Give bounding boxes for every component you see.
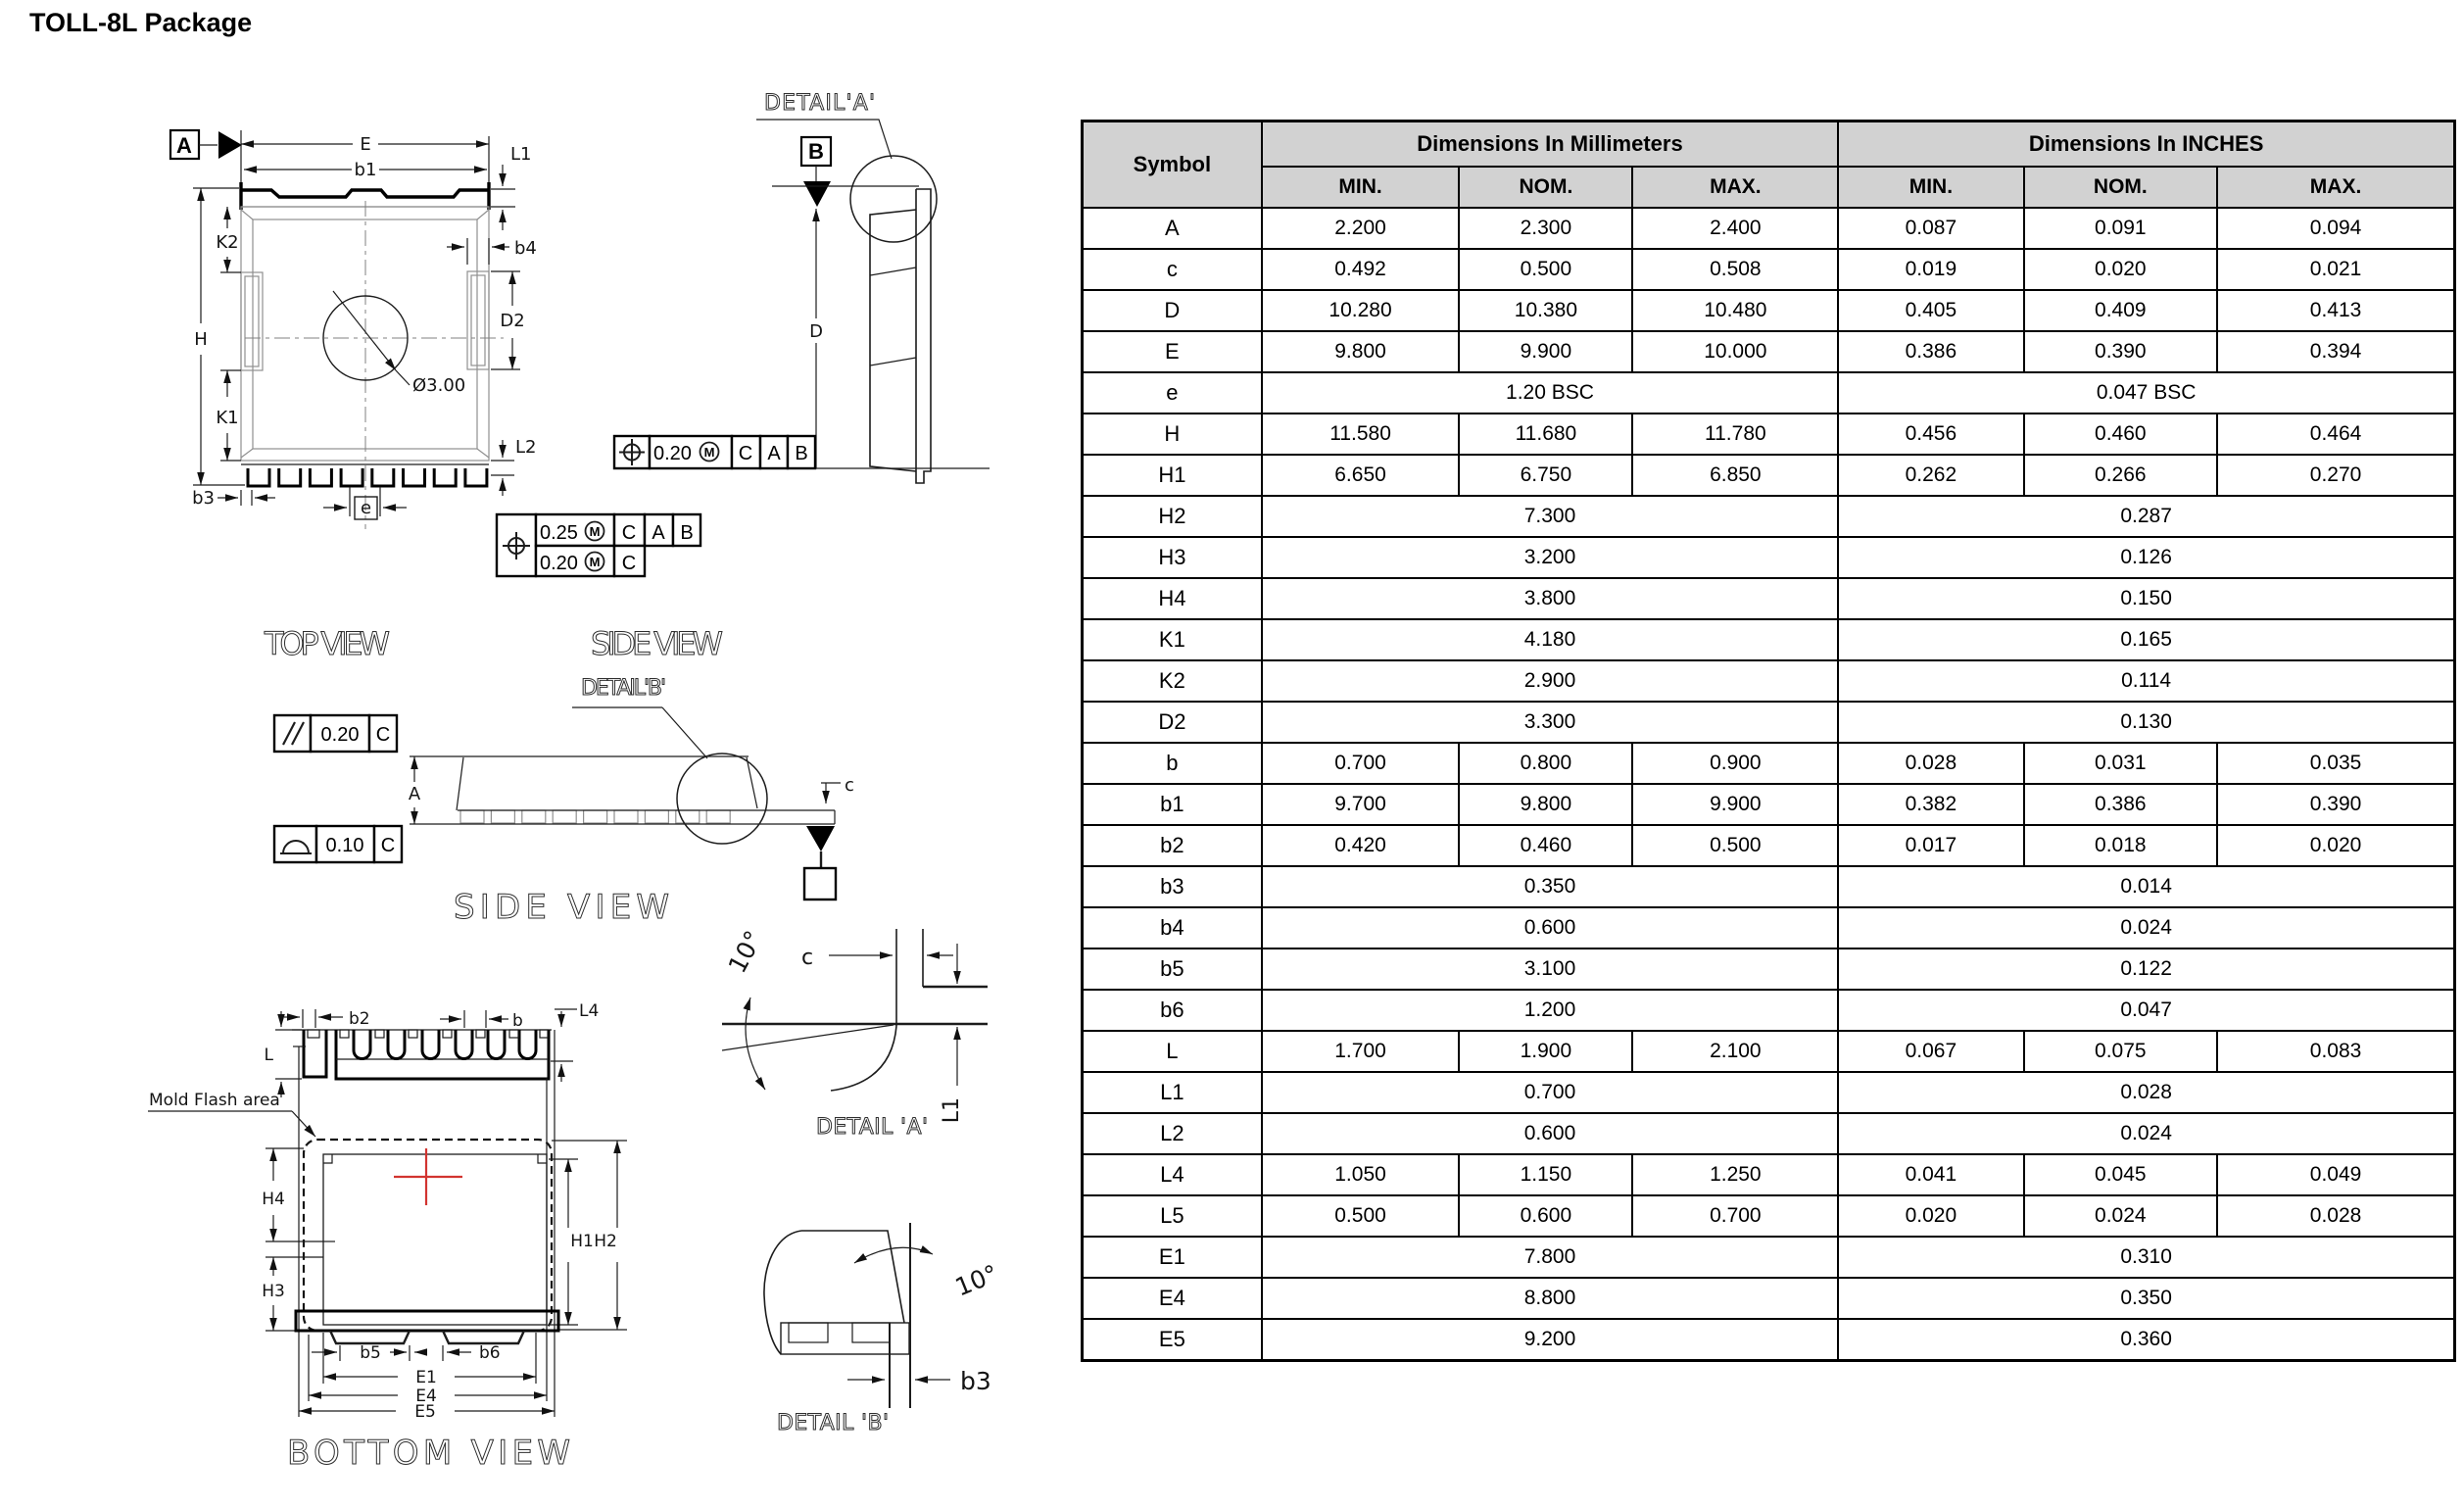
mm-value-cell: 0.460 [1459,825,1632,866]
mm-value-cell: 11.680 [1459,413,1632,455]
mm-value-cell: 3.800 [1262,578,1838,619]
inch-value-cell: 0.390 [2217,784,2454,825]
mm-value-cell: 7.300 [1262,496,1838,537]
mm-value-cell: 10.280 [1262,290,1460,331]
table-row [1083,1237,2455,1278]
table-row [1083,1031,2455,1072]
inch-value-cell: 0.114 [1838,660,2454,702]
symbol-cell: L4 [1083,1154,1262,1195]
datum-c-triangle-icon [806,826,835,851]
mm-value-cell: 1.050 [1262,1154,1460,1195]
mm-value-cell: 0.700 [1262,743,1460,784]
inch-value-cell: 0.456 [1838,413,2023,455]
symbol-cell: H4 [1083,578,1262,619]
table-row [1083,743,2455,784]
mm-value-cell: 0.500 [1459,249,1632,290]
detail-a-L1: L1 [940,1097,964,1124]
inch-value-cell: 0.350 [1838,1278,2454,1319]
center-mark [394,1148,462,1205]
detail-b-b3: b3 [960,1367,991,1395]
mm-value-cell: 0.700 [1632,1195,1838,1237]
gdt-top-row2-d1: C [621,553,637,574]
table-row [1083,1278,2455,1319]
dim-K1: K1 [216,408,239,428]
gdt-side-d3: B [795,443,808,464]
mm-value-cell: 0.420 [1262,825,1460,866]
detail-b-angle: 10° [950,1259,1002,1302]
detail-a-angle: 10° [722,926,769,978]
table-row [1083,907,2455,949]
inch-value-cell: 0.413 [2217,290,2454,331]
detail-a-title: DETAIL 'A' [816,1115,928,1140]
inch-value-cell: 0.014 [1838,866,2454,907]
detail-a-callout: DETAIL'A' [764,91,875,116]
inch-value-cell: 0.094 [2217,208,2454,249]
dimension-table-header [1083,122,2455,209]
dim-A: A [408,784,421,804]
mm-value-cell: 0.600 [1459,1195,1632,1237]
inch-value-cell: 0.047 [1838,990,2454,1031]
table-row [1083,949,2455,990]
dim-L2: L2 [515,437,537,458]
inch-value-cell: 0.464 [2217,413,2454,455]
page-title: TOLL-8L Package [29,8,253,37]
dim-b: b [512,1011,523,1031]
inch-value-cell: 0.091 [2024,208,2218,249]
inch-value-cell: 0.386 [1838,331,2023,372]
dim-e: e [360,498,372,518]
dim-L: L [264,1046,273,1065]
dim-E: E [360,134,371,155]
inch-value-cell: 0.382 [1838,784,2023,825]
inch-value-cell: 0.024 [1838,1113,2454,1154]
dim-H4: H4 [262,1190,285,1209]
dim-b6: b6 [479,1343,501,1363]
symbol-cell: E4 [1083,1278,1262,1319]
inch-value-cell: 0.041 [1838,1154,2023,1195]
inch-value-cell: 0.126 [1838,537,2454,578]
mmc-modifier-icon: M [703,445,715,460]
gdt-position-frame-side [614,436,815,468]
dim-H1: H1 [570,1232,594,1251]
inch-value-cell: 0.028 [2217,1195,2454,1237]
side-view-right [591,91,990,662]
detail-a-c: c [801,946,814,970]
symbol-cell: b [1083,743,1262,784]
mm-value-cell: 0.700 [1262,1072,1838,1113]
inch-value-cell: 0.122 [1838,949,2454,990]
bottom-view-title: BOTTOM VIEW [287,1434,570,1473]
mm-value-cell: 7.800 [1262,1237,1838,1278]
dim-H: H [194,329,208,350]
table-row [1083,1195,2455,1237]
detail-a-lead [722,929,988,1091]
gdt-side-d1: C [738,443,753,464]
mmc-modifier-icon: M [589,524,601,539]
table-row [1083,331,2455,372]
table-row [1083,1154,2455,1195]
header-in-min: MIN. [1838,167,2023,208]
symbol-cell: A [1083,208,1262,249]
table-row [1083,866,2455,907]
detail-b-title: DETAIL 'B' [777,1411,889,1435]
mm-value-cell: 6.650 [1262,455,1460,496]
inch-value-cell: 0.020 [2217,825,2454,866]
mm-value-cell: 0.500 [1262,1195,1460,1237]
table-row [1083,990,2455,1031]
inch-value-cell: 0.021 [2217,249,2454,290]
mm-value-cell: 1.150 [1459,1154,1632,1195]
table-row [1083,1072,2455,1113]
dim-b4: b4 [514,238,537,259]
symbol-cell: H3 [1083,537,1262,578]
mm-value-cell: 0.500 [1632,825,1838,866]
detail-b-callout-circle [677,754,767,844]
gdt-top-row1-d1: C [621,522,637,544]
table-row [1083,578,2455,619]
side-view-mid-title: SIDE VIEW [454,888,669,927]
symbol-cell: b1 [1083,784,1262,825]
dim-b2: b2 [349,1009,370,1029]
table-row [1083,413,2455,455]
table-row [1083,290,2455,331]
table-row [1083,784,2455,825]
symbol-cell: D [1083,290,1262,331]
mm-value-cell: 2.900 [1262,660,1838,702]
inch-value-cell: 0.028 [1838,1072,2454,1113]
datum-c-flag [804,826,836,900]
side-view-right-title: SIDE VIEW [591,625,723,662]
gdt-top-row1-d3: B [680,522,694,544]
top-view-leads [248,468,487,486]
gdt-top-row2-tol: 0.20 [540,553,578,574]
mm-value-cell: 1.20 BSC [1262,372,1838,413]
datum-a-triangle-icon [218,131,242,159]
mm-value-cell: 9.900 [1459,331,1632,372]
datum-b-triangle-icon [803,181,831,207]
header-symbol: Symbol [1083,122,1262,209]
inch-value-cell: 0.045 [2024,1154,2218,1195]
top-view [170,130,701,662]
inch-value-cell: 0.386 [2024,784,2218,825]
inch-value-cell: 0.130 [1838,702,2454,743]
top-view-title: TOP VIEW [265,625,390,662]
mm-value-cell: 11.580 [1262,413,1460,455]
mm-value-cell: 8.800 [1262,1278,1838,1319]
mm-value-cell: 1.250 [1632,1154,1838,1195]
table-row [1083,619,2455,660]
dim-K2: K2 [216,232,239,253]
table-row [1083,660,2455,702]
mm-value-cell: 3.300 [1262,702,1838,743]
mm-value-cell: 10.000 [1632,331,1838,372]
gdt-parallelism-frame [274,715,397,752]
symbol-cell: E5 [1083,1319,1262,1361]
symbol-cell: b5 [1083,949,1262,990]
package-drawing [0,0,1078,1508]
bottom-lead-frame [292,1030,552,1079]
symbol-cell: L1 [1083,1072,1262,1113]
gdt-profile-tol: 0.10 [325,835,364,856]
table-row [1083,702,2455,743]
gdt-top-row1-tol: 0.25 [540,522,578,544]
mm-value-cell: 9.700 [1262,784,1460,825]
inch-value-cell: 0.035 [2217,743,2454,784]
mold-flash-outline [304,1140,552,1331]
inch-value-cell: 0.047 BSC [1838,372,2454,413]
table-row [1083,537,2455,578]
gdt-profile-frame [274,826,402,862]
mm-value-cell: 2.300 [1459,208,1632,249]
dim-c: c [845,775,854,796]
datum-a-label: A [176,133,192,158]
bottom-body-outline [323,1154,547,1325]
side-body-outline [410,756,835,824]
mm-value-cell: 0.350 [1262,866,1838,907]
inch-value-cell: 0.017 [1838,825,2023,866]
mm-value-cell: 0.800 [1459,743,1632,784]
mm-value-cell: 0.600 [1262,907,1838,949]
gdt-side-d2: A [767,443,781,464]
mm-value-cell: 1.200 [1262,990,1838,1031]
dim-b5: b5 [360,1343,381,1363]
dim-H2: H2 [594,1232,617,1251]
inch-value-cell: 0.310 [1838,1237,2454,1278]
inch-value-cell: 0.165 [1838,619,2454,660]
detail-a-callout-circle [850,156,937,242]
mm-value-cell: 6.850 [1632,455,1838,496]
inch-value-cell: 0.287 [1838,496,2454,537]
mm-value-cell: 3.200 [1262,537,1838,578]
symbol-cell: K2 [1083,660,1262,702]
hole-diameter-label: Ø3.00 [412,375,466,396]
dim-L1: L1 [510,144,532,165]
inch-value-cell: 0.024 [1838,907,2454,949]
inch-value-cell: 0.270 [2217,455,2454,496]
gdt-parallel-tol: 0.20 [320,724,360,746]
mm-value-cell: 6.750 [1459,455,1632,496]
inch-value-cell: 0.075 [2024,1031,2218,1072]
symbol-cell: L2 [1083,1113,1262,1154]
inch-value-cell: 0.405 [1838,290,2023,331]
dim-b3: b3 [192,488,215,509]
datum-b-label: B [808,139,824,164]
header-mm-nom: NOM. [1459,167,1632,208]
inch-value-cell: 0.087 [1838,208,2023,249]
datum-a-flag [170,130,242,159]
symbol-cell: H2 [1083,496,1262,537]
inch-value-cell: 0.150 [1838,578,2454,619]
symbol-cell: b2 [1083,825,1262,866]
mm-value-cell: 9.200 [1262,1319,1838,1361]
table-row [1083,455,2455,496]
dim-D2: D2 [500,311,525,331]
header-in-max: MAX. [2217,167,2454,208]
mm-value-cell: 2.200 [1262,208,1460,249]
dim-E1: E1 [415,1368,437,1387]
table-row [1083,1319,2455,1361]
inch-value-cell: 0.083 [2217,1031,2454,1072]
symbol-cell: H1 [1083,455,1262,496]
dim-H3: H3 [262,1282,285,1301]
dimension-table-body [1083,208,2455,1361]
mm-value-cell: 3.100 [1262,949,1838,990]
inch-value-cell: 0.019 [1838,249,2023,290]
datum-b-flag [801,137,831,207]
header-mm-min: MIN. [1262,167,1460,208]
symbol-cell: H [1083,413,1262,455]
side-view-mid [274,676,854,927]
mm-value-cell: 4.180 [1262,619,1838,660]
mm-value-cell: 1.700 [1262,1031,1460,1072]
inch-value-cell: 0.266 [2024,455,2218,496]
inch-value-cell: 0.028 [1838,743,2023,784]
symbol-cell: E [1083,331,1262,372]
detail-b-callout: DETAIL'B' [581,676,666,701]
mm-value-cell: 0.600 [1262,1113,1838,1154]
bottom-view [148,1001,627,1473]
mmc-modifier-icon: M [589,555,601,569]
symbol-cell: D2 [1083,702,1262,743]
header-mm: Dimensions In Millimeters [1262,122,1838,168]
mm-value-cell: 9.900 [1632,784,1838,825]
table-row [1083,825,2455,866]
dim-b1: b1 [354,160,377,180]
table-row [1083,208,2455,249]
inch-value-cell: 0.020 [1838,1195,2023,1237]
gdt-top-row1-d2: A [652,522,665,544]
inch-value-cell: 0.031 [2024,743,2218,784]
bottom-tab [296,1311,558,1331]
detail-a [722,926,988,1140]
dim-L4: L4 [579,1001,600,1021]
inch-value-cell: 0.460 [2024,413,2218,455]
mm-value-cell: 10.380 [1459,290,1632,331]
mm-value-cell: 0.508 [1632,249,1838,290]
gdt-profile-d1: C [380,835,396,856]
symbol-cell: c [1083,249,1262,290]
side-profile-outline [870,189,931,483]
package-top-tab [241,190,489,197]
mm-value-cell: 0.492 [1262,249,1460,290]
table-row [1083,1113,2455,1154]
table-row [1083,249,2455,290]
inch-value-cell: 0.024 [2024,1195,2218,1237]
mm-value-cell: 1.900 [1459,1031,1632,1072]
mm-value-cell: 10.480 [1632,290,1838,331]
inch-value-cell: 0.394 [2217,331,2454,372]
header-in-nom: NOM. [2024,167,2218,208]
inch-value-cell: 0.049 [2217,1154,2454,1195]
mm-value-cell: 9.800 [1459,784,1632,825]
mm-value-cell: 11.780 [1632,413,1838,455]
symbol-cell: L [1083,1031,1262,1072]
table-row [1083,372,2455,413]
gdt-parallel-d1: C [375,724,391,746]
table-row [1083,496,2455,537]
symbol-cell: K1 [1083,619,1262,660]
symbol-cell: L5 [1083,1195,1262,1237]
mm-value-cell: 0.900 [1632,743,1838,784]
detail-b [764,1223,1002,1435]
gdt-position-frame-top [497,514,701,576]
mm-value-cell: 2.400 [1632,208,1838,249]
mold-flash-label: Mold Flash area [149,1091,280,1110]
inch-value-cell: 0.409 [2024,290,2218,331]
mm-value-cell: 2.100 [1632,1031,1838,1072]
dim-E4: E4 [415,1386,437,1406]
inch-value-cell: 0.018 [2024,825,2218,866]
dim-D: D [809,321,823,342]
inch-value-cell: 0.020 [2024,249,2218,290]
symbol-cell: b3 [1083,866,1262,907]
symbol-cell: b6 [1083,990,1262,1031]
symbol-cell: b4 [1083,907,1262,949]
header-inches: Dimensions In INCHES [1838,122,2454,168]
gdt-side-tol: 0.20 [653,443,692,464]
header-mm-max: MAX. [1632,167,1838,208]
inch-value-cell: 0.360 [1838,1319,2454,1361]
mm-value-cell: 9.800 [1262,331,1460,372]
dimension-table [1081,120,2456,1362]
symbol-cell: E1 [1083,1237,1262,1278]
inch-value-cell: 0.067 [1838,1031,2023,1072]
inch-value-cell: 0.390 [2024,331,2218,372]
inch-value-cell: 0.262 [1838,455,2023,496]
symbol-cell: e [1083,372,1262,413]
dim-E5: E5 [414,1402,436,1422]
